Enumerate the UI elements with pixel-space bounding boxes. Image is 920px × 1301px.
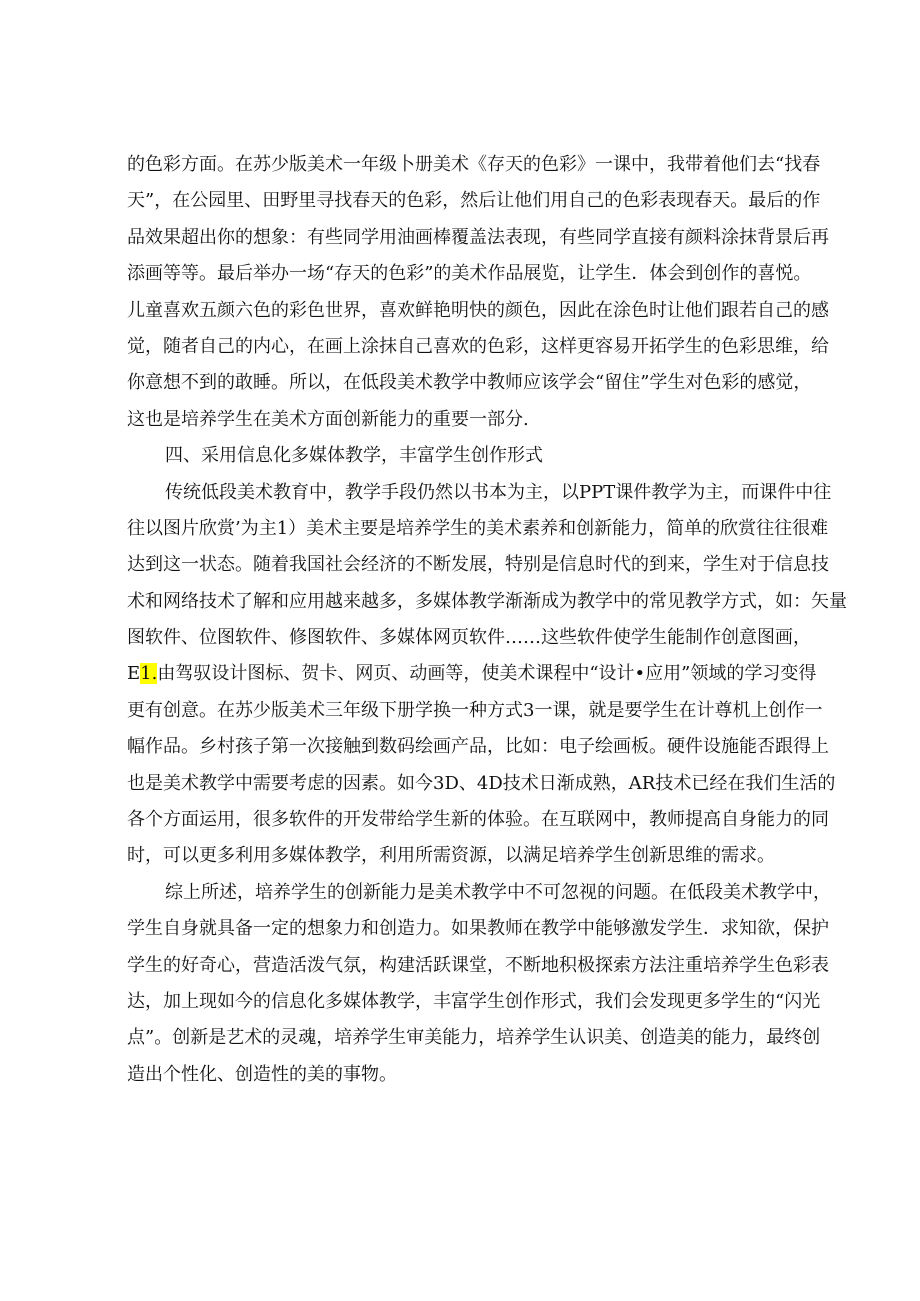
text-line: 这也是培养学生在美术方面创新能力的重要一部分. [127,408,529,430]
text-line: 术和网络技术了解和应用越来越多，多媒体教学渐渐成为教学中的常见教学方式，如：矢量 [127,590,847,612]
text-line: 的色彩方面。在苏少版美术一年级卜册美术《存天的色彩》一课中，我带着他们去“找春 [127,154,821,175]
text-line: 达，加上现如今的信息化多媒体教学，丰富学生创作形式，我们会发现更多学生的“闪光 [127,990,821,1012]
section-heading [127,438,787,474]
text-line: 天”，在公园里、田野里寻找春天的色彩，然后让他们用自己的色彩表现春天。最后的作 [127,190,821,212]
text-line: 儿童喜欢五颜六色的彩色世界，喜欢鲜艳明快的颜色，因此在涂色时让他们跟若自己的感 [127,299,829,321]
heading-text: 四、采用信息化多媒体教学，丰富学生创作形式 [165,445,543,467]
marked-text-line [127,656,817,692]
highlight-marker: 1. [140,663,158,685]
text-line: 也是美术教学中需要考虑的因素。如今3D、4D技术日渐成熟，AR技术已经在我们生活的 [127,772,836,794]
text-line: 时，可以更多利用多媒体教学，利用所需资源，以满足培养学生创新思维的需求。 [127,845,775,867]
text-line: 传统低段美术教育中，教学手段仍然以书本为主，以PPT课件教学为主，而课件中往 [165,481,832,503]
text-line: 往以图片欣赏’为主1）美术主要是培养学生的美术素养和创新能力，简单的欣赏往往很难 [127,517,829,539]
text-line: 学生自身就具备一定的想象力和创造力。如果教师在教学中能够激发学生．求知欲，保护 [127,918,829,940]
text-line: 学生的好奇心，营造活泼气氛，构建活跃课堂，不断地积极探索方法注重培养学生色彩表 [127,954,829,976]
text-line: 觉，随者自己的内心，在画上涂抹自己喜欢的色彩，这样更容易开拓学生的色彩思维，给 [127,335,829,357]
text-line: 综上所述，培养学生的创新能力是美术教学中不可忽视的问题。在低段美术教学中， [165,881,831,903]
marked-line-text: 由驾驭设计图标、贺卡、网页、动画等，使美术课程中“设计•应用”领域的学习变得 [157,663,817,685]
text-line: 添画等等。最后举办一场“存天的色彩”的美术作品展览，让学生．体会到创作的喜悦。 [127,263,812,285]
text-line: 达到这一状态。随着我国社会经济的不断发展，特别是信息时代的到来，学生对于信息技 [127,554,829,576]
text-line: 造出个性化、创造性的美的事物。 [127,1063,397,1085]
text-line: 点”。创新是艺术的灵魂，培养学生审美能力，培养学生认识美、创造美的能力，最终创 [127,1027,821,1049]
text-line: 图软件、位图软件、修图软件、多媒体网页软件……这些软件使学生能制作创意图画， [127,627,811,649]
text-line: 幅作品。乡村孩子第一次接触到数码绘画产品，比如：电子绘画板。硬件设施能否跟得上 [127,736,829,758]
paragraph-children-color [127,293,829,439]
text-line: 各个方面运用，很多软件的开发带给学生新的体验。在互联网中，教师提高自身能力的同 [127,809,829,831]
text-line: 品效果超出你的想象：有些同学用油画棒覆盖法表现，有些同学直接有颜料涂抹背景后再 [127,226,829,248]
marker-prefix: E [127,663,141,685]
paragraph-conclusion [127,875,831,1093]
document-body [127,147,847,1093]
paragraph-multimedia [127,475,847,875]
text-line: 更有创意。在苏少版美术三年级下册学换一种方式3一课，就是要学生在计尊机上创作一 [127,699,823,721]
text-line: 你意想不到的敢睡。所以，在低段美术教学中教师应该学会“留住”学生对色彩的感觉， [127,372,812,394]
paragraph-color-lesson [127,147,829,293]
